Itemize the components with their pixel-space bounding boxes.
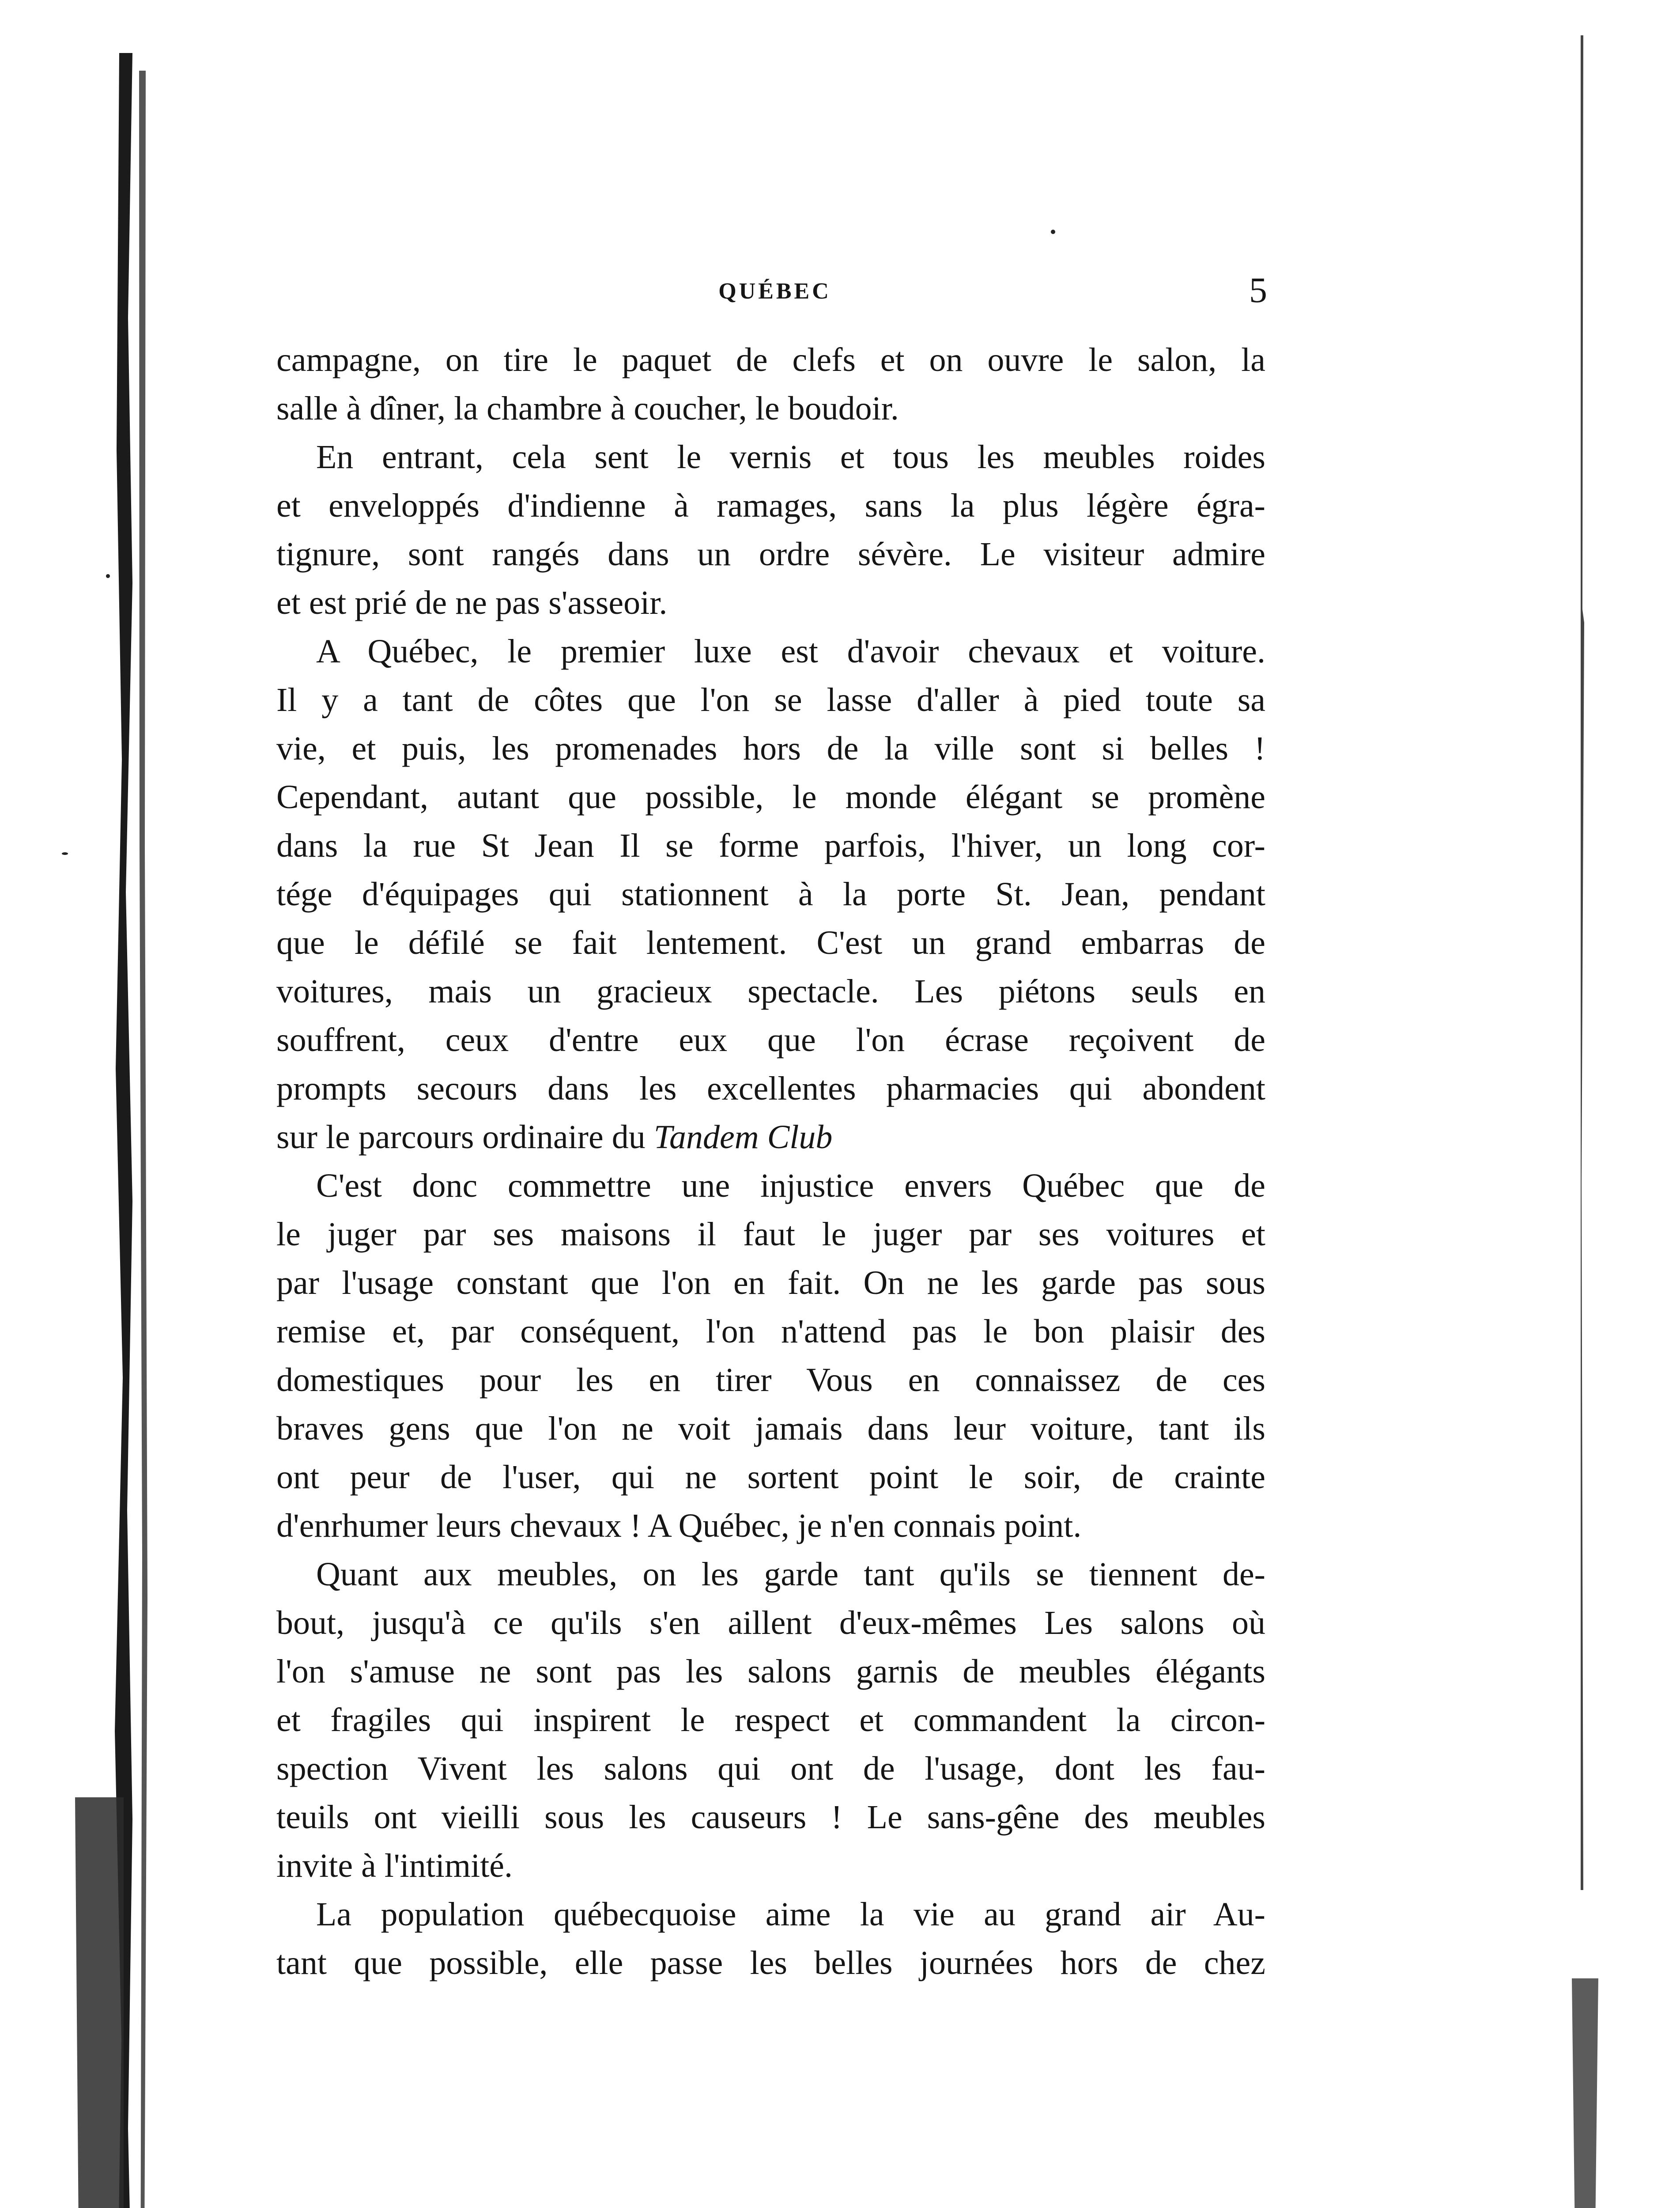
text-line: voitures, mais un gracieux spectacle. Les piétons seuls en: [276, 973, 1265, 1010]
text-line: tége d'équipages qui stationnent à la porte St. Jean, pendant: [276, 876, 1265, 913]
text-line: salle à dîner, la chambre à coucher, le boudoir.: [276, 390, 899, 427]
text-line: La population québecquoise aime la vie au grand air Au-: [316, 1896, 1265, 1933]
text-line: [276, 1113, 1265, 1161]
page-number: 5: [1249, 270, 1267, 310]
text-line-prefix: sur le parcours ordinaire du: [276, 1119, 654, 1156]
text-line: ont peur de l'user, qui ne sortent point le soir, de crainte: [276, 1459, 1265, 1496]
text-line: spection Vivent les salons qui ont de l'usage, dont les fau-: [276, 1750, 1265, 1787]
text-line: En entrant, cela sent le vernis et tous les meubles roides: [316, 439, 1265, 476]
body-text: [276, 336, 1265, 1987]
scan-speck: [62, 852, 68, 855]
text-line: remise et, par conséquent, l'on n'attend pas le bon plaisir des: [276, 1313, 1265, 1350]
text-line: souffrent, ceux d'entre eux que l'on écrase reçoivent de: [276, 1021, 1265, 1059]
text-line: tant que possible, elle passe les belles journées hors de chez: [276, 1944, 1265, 1981]
text-line: campagne, on tire le paquet de clefs et on ouvre le salon, la: [276, 341, 1265, 378]
text-line: A Québec, le premier luxe est d'avoir chevaux et voiture.: [316, 633, 1265, 670]
text-line: tignure, sont rangés dans un ordre sévère. Le visiteur admire: [276, 536, 1265, 573]
text-line: C'est donc commettre une injustice envers Québec que de: [316, 1167, 1265, 1204]
running-title: QUÉBEC: [718, 279, 831, 304]
text-line: et fragiles qui inspirent le respect et commandent la circon-: [276, 1701, 1265, 1739]
scan-speck: [106, 574, 110, 578]
text-line: Quant aux meubles, on les garde tant qu'ils se tiennent de-: [316, 1556, 1265, 1593]
text-line: Il y a tant de côtes que l'on se lasse d'aller à pied toute sa: [276, 681, 1265, 718]
italic-title: Tandem Club: [653, 1119, 833, 1156]
text-line: et est prié de ne pas s'asseoir.: [276, 584, 668, 621]
binding-edge-left: [66, 53, 199, 2208]
text-line: vie, et puis, les promenades hors de la ville sont si belles !: [276, 730, 1265, 767]
text-line: bout, jusqu'à ce qu'ils s'en aillent d'eux-mêmes Les salons où: [276, 1604, 1265, 1641]
text-line: et enveloppés d'indienne à ramages, sans la plus légère égra-: [276, 487, 1265, 524]
text-line: par l'usage constant que l'on en fait. On ne les garde pas sous: [276, 1264, 1265, 1301]
text-line: invite à l'intimité.: [276, 1847, 513, 1884]
running-head: [283, 269, 1267, 318]
text-line: teuils ont vieilli sous les causeurs ! Le sans-gêne des meubles: [276, 1799, 1265, 1836]
text-line: Cependant, autant que possible, le monde élégant se promène: [276, 779, 1265, 816]
text-line: l'on s'amuse ne sont pas les salons garnis de meubles élégants: [276, 1653, 1265, 1690]
text-line: domestiques pour les en tirer Vous en connaissez de ces: [276, 1361, 1265, 1399]
text-line: dans la rue St Jean Il se forme parfois, l'hiver, un long cor-: [276, 827, 1265, 864]
text-line: prompts secours dans les excellentes pharmacies qui abondent: [276, 1070, 1265, 1107]
text-line: que le défilé se fait lentement. C'est un grand embarras de: [276, 924, 1265, 961]
binding-edge-right: [1545, 35, 1634, 2208]
text-line: braves gens que l'on ne voit jamais dans leur voiture, tant ils: [276, 1410, 1265, 1447]
scan-speck: [1051, 230, 1055, 234]
text-line: le juger par ses maisons il faut le juger par ses voitures et: [276, 1216, 1265, 1253]
text-line: d'enrhumer leurs chevaux ! A Québec, je n'en connais point.: [276, 1507, 1082, 1544]
